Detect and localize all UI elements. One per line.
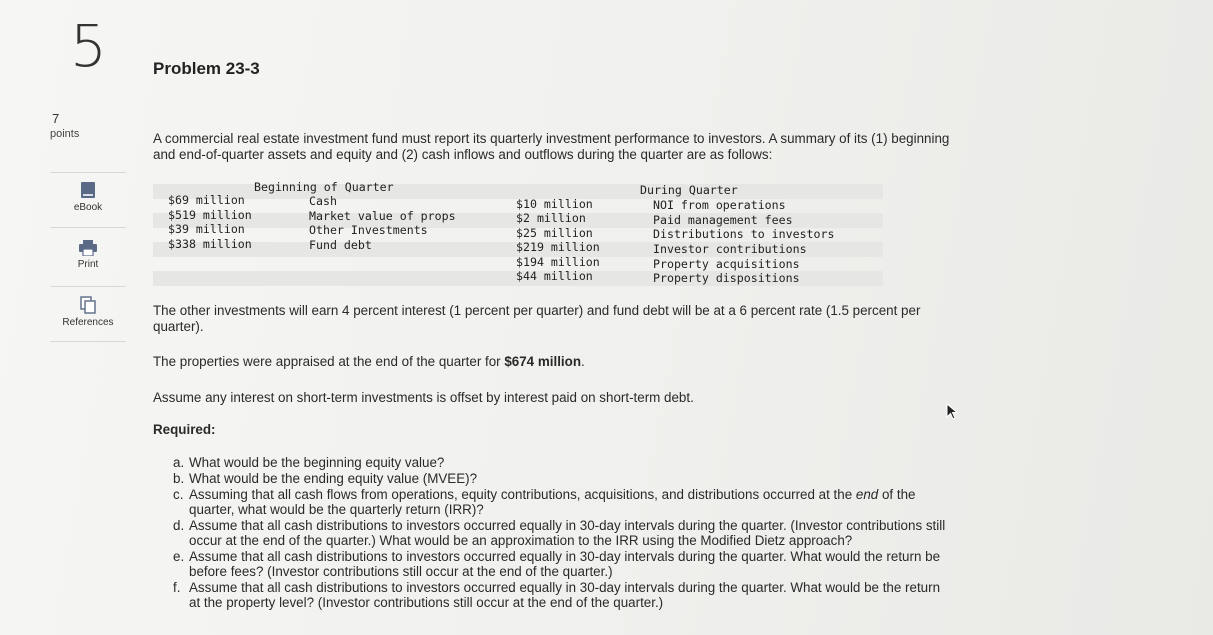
beginning-amount: $338 million [168, 237, 252, 251]
item-line: at the property level? (Investor contributions still occur at the end of the quarter.) [189, 595, 664, 610]
item-label: c. [173, 487, 184, 502]
beginning-amount: $39 million [168, 222, 245, 236]
beginning-item: Cash [309, 194, 337, 208]
during-amount: $25 million [516, 226, 593, 240]
ebook-label: eBook [73, 202, 103, 213]
item-line: occur at the end of the quarter.) What would be an approximation to the IRR using the Modified Dietz approach? [189, 533, 853, 548]
item-label: f. [173, 580, 181, 595]
ebook-button[interactable] [50, 181, 126, 213]
item-line: What would be the ending equity value (MVEE)? [189, 471, 478, 486]
item-label: b. [173, 471, 185, 486]
during-item: Paid management fees [653, 213, 793, 227]
during-amount: $219 million [516, 240, 600, 254]
during-amount: $44 million [516, 269, 593, 283]
printer-icon [79, 240, 97, 256]
item-label: a. [173, 455, 185, 470]
references-button[interactable] [50, 296, 126, 328]
during-item: Property acquisitions [653, 257, 800, 271]
during-amount: $10 million [516, 197, 593, 211]
question-number: 5 [70, 12, 107, 80]
print-button[interactable] [50, 240, 126, 270]
sidebar-divider [50, 286, 126, 287]
item-line: before fees? (Investor contributions still occur at the end of the quarter.) [189, 564, 613, 579]
item-line: Assume that all cash distributions to investors occurred equally in 30-day intervals during the quarter. (Investor contributions still [189, 518, 946, 533]
during-amount: $2 million [516, 211, 586, 225]
required-list [173, 455, 1043, 611]
beginning-item: Market value of props [309, 209, 456, 223]
list-item [173, 549, 1043, 579]
intro-paragraph [153, 131, 949, 163]
sidebar-divider [50, 172, 126, 173]
interest-line: The other investments will earn 4 percent interest (1 percent per quarter) and fund debt will be at a 6 percent rate (1.5 percent per [153, 303, 921, 318]
appraisal-suffix: . [581, 354, 585, 369]
during-item: NOI from operations [653, 198, 786, 212]
appraisal-paragraph [153, 354, 585, 370]
item-line: Assuming that all cash flows from operations, equity contributions, acquisitions, and distributions occurred at the end of the [189, 487, 916, 502]
intro-line: and end-of-quarter assets and equity and (2) cash inflows and outflows during the quarter are as follows: [153, 147, 773, 162]
item-label: e. [173, 549, 185, 564]
list-item [173, 518, 1043, 548]
appraisal-text: The properties were appraised at the end of the quarter for [153, 354, 505, 369]
beginning-amount: $69 million [168, 193, 245, 207]
print-label: Print [77, 259, 99, 270]
item-label: d. [173, 518, 185, 533]
item-line: What would be the beginning equity value? [189, 455, 445, 470]
list-item [173, 580, 1043, 610]
references-label: References [62, 317, 114, 328]
interest-line: quarter). [153, 319, 204, 334]
interest-paragraph [153, 303, 920, 335]
during-item: Property dispositions [653, 271, 800, 285]
book-icon [80, 181, 96, 199]
sidebar-divider [50, 227, 126, 228]
item-line: Assume that all cash distributions to investors occurred equally in 30-day intervals during the quarter. What would be the return [189, 580, 941, 595]
list-item [173, 487, 1043, 517]
points-value: 7 [52, 111, 60, 126]
during-item: Investor contributions [653, 242, 807, 256]
appraisal-value: $674 million [504, 354, 581, 369]
points-label: points [50, 128, 80, 140]
intro-line: A commercial real estate investment fund must report its quarterly investment performance to investors. A summary of its (1) beginning [153, 131, 950, 146]
beginning-item: Other Investments [309, 223, 428, 237]
item-line: Assume that all cash distributions to investors occurred equally in 30-day intervals during the quarter. What would the return be [189, 549, 941, 564]
beginning-header: Beginning of Quarter [254, 180, 394, 194]
beginning-amount: $519 million [168, 208, 252, 222]
required-heading [153, 422, 216, 438]
references-icon [80, 296, 96, 314]
during-item: Distributions to investors [653, 227, 835, 241]
mouse-cursor-icon [946, 403, 960, 421]
short-term-paragraph: Assume any interest on short-term investments is offset by interest paid on short-term debt. [153, 390, 694, 405]
data-table [153, 180, 883, 287]
list-item [173, 471, 1043, 486]
sidebar-divider [50, 341, 126, 342]
item-line: quarter, what would be the quarterly return (IRR)? [189, 502, 484, 517]
list-item [173, 455, 1043, 470]
during-header: During Quarter [640, 183, 738, 197]
required-label: Required: [153, 422, 216, 437]
beginning-item: Fund debt [309, 238, 372, 252]
during-amount: $194 million [516, 255, 600, 269]
problem-title: Problem 23-3 [153, 59, 260, 78]
